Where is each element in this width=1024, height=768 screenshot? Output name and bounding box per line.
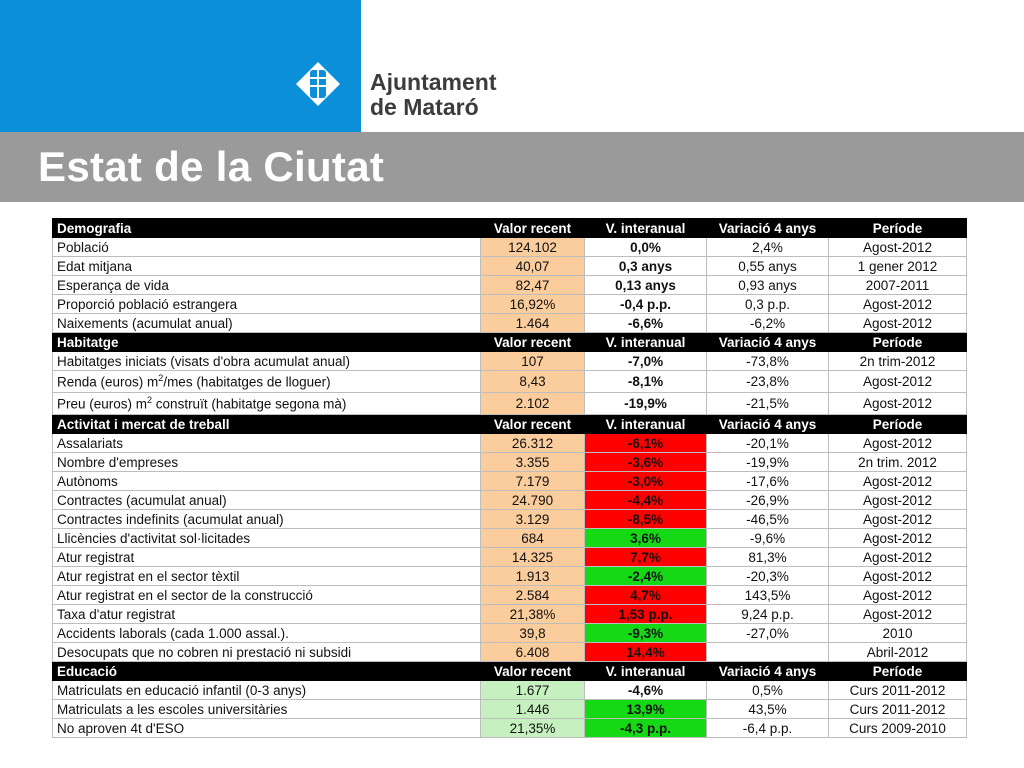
table-row [53, 238, 967, 257]
section-name: Educació [53, 662, 481, 681]
four-year-change: -17,6% [707, 472, 829, 491]
column-header: Període [829, 219, 967, 238]
section-name: Activitat i mercat de treball [53, 415, 481, 434]
four-year-change: -6,2% [707, 314, 829, 333]
indicator-label: Contractes (acumulat anual) [53, 491, 481, 510]
indicator-label: Llicències d'activitat sol·licitades [53, 529, 481, 548]
yoy-change: 0,3 anys [585, 257, 707, 276]
column-header: Període [829, 415, 967, 434]
table-row [53, 567, 967, 586]
table-row [53, 393, 967, 415]
column-header: Variació 4 anys [707, 333, 829, 352]
indicator-label [53, 371, 481, 393]
table-row [53, 586, 967, 605]
period: Agost-2012 [829, 295, 967, 314]
recent-value: 3.129 [481, 510, 585, 529]
indicator-label: Atur registrat en el sector tèxtil [53, 567, 481, 586]
indicator-label: Atur registrat [53, 548, 481, 567]
yoy-change: 14,4% [585, 643, 707, 662]
four-year-change: 81,3% [707, 548, 829, 567]
period: Agost-2012 [829, 548, 967, 567]
yoy-change: -9,3% [585, 624, 707, 643]
indicator-label: Accidents laborals (cada 1.000 assal.). [53, 624, 481, 643]
recent-value: 107 [481, 352, 585, 371]
indicator-label: Taxa d'atur registrat [53, 605, 481, 624]
indicator-label: Naixements (acumulat anual) [53, 314, 481, 333]
indicator-label: Assalariats [53, 434, 481, 453]
indicator-label: No aproven 4t d'ESO [53, 719, 481, 738]
period: Agost-2012 [829, 605, 967, 624]
yoy-change: 0,0% [585, 238, 707, 257]
section-header-educacio [53, 662, 967, 681]
period: Abril-2012 [829, 643, 967, 662]
recent-value: 6.408 [481, 643, 585, 662]
period: Agost-2012 [829, 529, 967, 548]
yoy-change: 1,53 p.p. [585, 605, 707, 624]
recent-value: 2.584 [481, 586, 585, 605]
four-year-change: -46,5% [707, 510, 829, 529]
yoy-change: -0,4 p.p. [585, 295, 707, 314]
period: 2010 [829, 624, 967, 643]
table-row [53, 605, 967, 624]
column-header: V. interanual [585, 333, 707, 352]
recent-value: 1.913 [481, 567, 585, 586]
column-header: Valor recent [481, 662, 585, 681]
period: Agost-2012 [829, 567, 967, 586]
four-year-change: -19,9% [707, 453, 829, 472]
table-row [53, 548, 967, 567]
yoy-change: -19,9% [585, 393, 707, 415]
four-year-change: -73,8% [707, 352, 829, 371]
indicator-label: Nombre d'empreses [53, 453, 481, 472]
indicator-label: Proporció població estrangera [53, 295, 481, 314]
column-header: Valor recent [481, 333, 585, 352]
city-shield-icon [278, 30, 358, 126]
yoy-change: 7,7% [585, 548, 707, 567]
indicator-label: Matriculats a les escoles universitàries [53, 700, 481, 719]
superscript: 2 [147, 395, 153, 406]
yoy-change: -4,4% [585, 491, 707, 510]
recent-value: 26.312 [481, 434, 585, 453]
four-year-change: -27,0% [707, 624, 829, 643]
recent-value: 8,43 [481, 371, 585, 393]
indicator-label: Autònoms [53, 472, 481, 491]
indicator-label: Desocupats que no cobren ni prestació ni subsidi [53, 643, 481, 662]
four-year-change: -20,3% [707, 567, 829, 586]
indicator-label [53, 393, 481, 415]
period: 2n trim-2012 [829, 352, 967, 371]
period: Agost-2012 [829, 586, 967, 605]
column-header: Variació 4 anys [707, 219, 829, 238]
recent-value: 1.446 [481, 700, 585, 719]
table-row [53, 472, 967, 491]
indicators-table [52, 218, 966, 738]
period: Agost-2012 [829, 393, 967, 415]
table-row [53, 371, 967, 393]
four-year-change: -6,4 p.p. [707, 719, 829, 738]
table-row [53, 276, 967, 295]
table-row [53, 314, 967, 333]
table-row [53, 529, 967, 548]
recent-value: 3.355 [481, 453, 585, 472]
four-year-change: 0,55 anys [707, 257, 829, 276]
period: Agost-2012 [829, 314, 967, 333]
recent-value: 7.179 [481, 472, 585, 491]
period: Agost-2012 [829, 434, 967, 453]
column-header: V. interanual [585, 662, 707, 681]
table-row [53, 700, 967, 719]
recent-value: 24.790 [481, 491, 585, 510]
yoy-change: -6,1% [585, 434, 707, 453]
table-row [53, 352, 967, 371]
table-row [53, 719, 967, 738]
four-year-change: -9,6% [707, 529, 829, 548]
recent-value: 2.102 [481, 393, 585, 415]
column-header: Variació 4 anys [707, 415, 829, 434]
table-row [53, 643, 967, 662]
table-row [53, 681, 967, 700]
table-row [53, 624, 967, 643]
four-year-change: 9,24 p.p. [707, 605, 829, 624]
four-year-change [707, 643, 829, 662]
org-line-1: Ajuntament [370, 69, 497, 95]
yoy-change: -3,0% [585, 472, 707, 491]
column-header: V. interanual [585, 415, 707, 434]
yoy-change: -8,5% [585, 510, 707, 529]
yoy-change: -3,6% [585, 453, 707, 472]
yoy-change: -2,4% [585, 567, 707, 586]
table-row [53, 510, 967, 529]
yoy-change: -4,3 p.p. [585, 719, 707, 738]
period: Curs 2011-2012 [829, 700, 967, 719]
column-header: V. interanual [585, 219, 707, 238]
period: Agost-2012 [829, 510, 967, 529]
indicator-label: Matriculats en educació infantil (0-3 anys) [53, 681, 481, 700]
yoy-change: 0,13 anys [585, 276, 707, 295]
yoy-change: 3,6% [585, 529, 707, 548]
period: 2007-2011 [829, 276, 967, 295]
recent-value: 684 [481, 529, 585, 548]
recent-value: 14.325 [481, 548, 585, 567]
yoy-change: 13,9% [585, 700, 707, 719]
indicator-label: Esperança de vida [53, 276, 481, 295]
indicator-label: Edat mitjana [53, 257, 481, 276]
page-title: Estat de la Ciutat [38, 143, 385, 190]
recent-value: 21,35% [481, 719, 585, 738]
superscript: 2 [158, 373, 164, 384]
organization-name [370, 70, 497, 120]
section-name: Demografia [53, 219, 481, 238]
recent-value: 16,92% [481, 295, 585, 314]
recent-value: 1.677 [481, 681, 585, 700]
indicator-label: Contractes indefinits (acumulat anual) [53, 510, 481, 529]
section-name: Habitatge [53, 333, 481, 352]
column-header: Valor recent [481, 415, 585, 434]
four-year-change: 0,3 p.p. [707, 295, 829, 314]
period: Agost-2012 [829, 371, 967, 393]
four-year-change: 43,5% [707, 700, 829, 719]
period: 1 gener 2012 [829, 257, 967, 276]
four-year-change: -20,1% [707, 434, 829, 453]
period: Curs 2009-2010 [829, 719, 967, 738]
period: Agost-2012 [829, 472, 967, 491]
four-year-change: 143,5% [707, 586, 829, 605]
column-header: Variació 4 anys [707, 662, 829, 681]
yoy-change: -8,1% [585, 371, 707, 393]
org-line-2: de Mataró [370, 94, 479, 120]
four-year-change: 0,93 anys [707, 276, 829, 295]
period: Curs 2011-2012 [829, 681, 967, 700]
period: Agost-2012 [829, 491, 967, 510]
column-header: Valor recent [481, 219, 585, 238]
table-row [53, 295, 967, 314]
yoy-change: -6,6% [585, 314, 707, 333]
label-part: Renda (euros) m [57, 374, 159, 390]
table-row [53, 257, 967, 276]
recent-value: 1.464 [481, 314, 585, 333]
indicator-label: Població [53, 238, 481, 257]
section-header-activitat [53, 415, 967, 434]
recent-value: 82,47 [481, 276, 585, 295]
recent-value: 124.102 [481, 238, 585, 257]
label-part: construït (habitatge segona mà) [152, 396, 347, 412]
section-header-habitatge [53, 333, 967, 352]
period: 2n trim. 2012 [829, 453, 967, 472]
table-row [53, 453, 967, 472]
yoy-change: -7,0% [585, 352, 707, 371]
recent-value: 39,8 [481, 624, 585, 643]
yoy-change: -4,6% [585, 681, 707, 700]
column-header: Període [829, 333, 967, 352]
label-part: /mes (habitatges de lloguer) [163, 374, 331, 390]
indicator-label: Atur registrat en el sector de la construcció [53, 586, 481, 605]
recent-value: 21,38% [481, 605, 585, 624]
four-year-change: -21,5% [707, 393, 829, 415]
column-header: Període [829, 662, 967, 681]
section-header-demografia [53, 219, 967, 238]
recent-value: 40,07 [481, 257, 585, 276]
period: Agost-2012 [829, 238, 967, 257]
yoy-change: 4,7% [585, 586, 707, 605]
four-year-change: 2,4% [707, 238, 829, 257]
four-year-change: -23,8% [707, 371, 829, 393]
table-row [53, 434, 967, 453]
four-year-change: -26,9% [707, 491, 829, 510]
indicator-label: Habitatges iniciats (visats d'obra acumulat anual) [53, 352, 481, 371]
label-part: Preu (euros) m [57, 396, 148, 412]
table-row [53, 491, 967, 510]
four-year-change: 0,5% [707, 681, 829, 700]
